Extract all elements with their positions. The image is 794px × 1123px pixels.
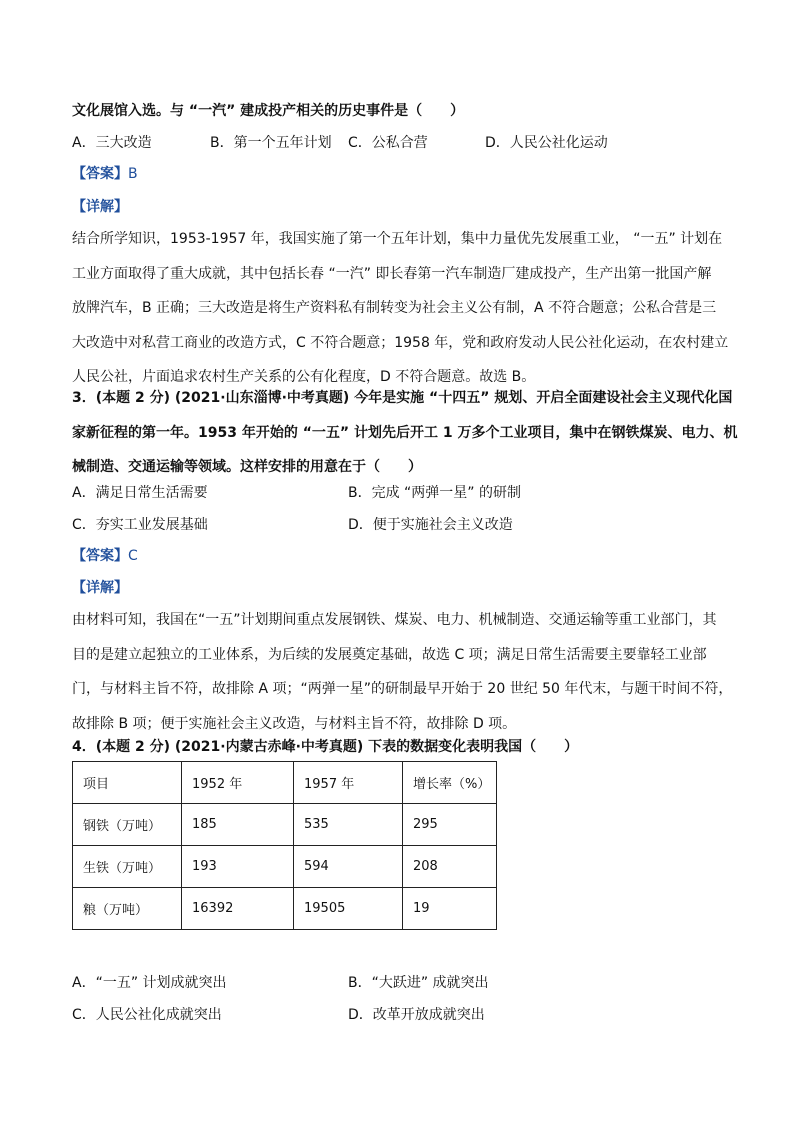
q2-option-c: C．公私合营 — [348, 135, 428, 151]
q2-detail-line-5: 人民公社，片面追求农村生产关系的公有化程度，D 不符合题意。故选 B。 — [72, 369, 536, 385]
data-table — [72, 761, 497, 930]
q3-option-a: A．满足日常生活需要 — [72, 485, 208, 501]
answer-tag: 【答案】 — [72, 548, 128, 564]
q4-option-b: B．“大跃进” 成就突出 — [348, 975, 489, 991]
table-row — [73, 804, 497, 846]
q3-option-b: B．完成 “两弹一星” 的研制 — [348, 485, 522, 501]
q4-option-d: D．改革开放成就突出 — [348, 1007, 485, 1023]
table-cell: 生铁（万吨） — [73, 846, 182, 888]
answer-value: B — [128, 166, 138, 182]
table-cell: 19505 — [294, 888, 403, 930]
q3-detail-tag — [72, 580, 128, 596]
q4-option-c: C．人民公社化成就突出 — [72, 1007, 222, 1023]
table-header-cell: 1952 年 — [182, 762, 294, 804]
q2-option-b: B．第一个五年计划 — [210, 135, 332, 151]
q3-detail — [72, 603, 733, 741]
q4-stem: 4．(本题 2 分) (2021·内蒙古赤峰·中考真题) 下表的数据变化表明我国（ ） — [72, 739, 579, 755]
q2-detail-line-1: 结合所学知识，1953-1957 年，我国实施了第一个五年计划，集中力量优先发展重工业， “一五” 计划在 — [72, 231, 723, 247]
q3-option-d: D．便于实施社会主义改造 — [348, 517, 513, 533]
detail-tag: 【详解】 — [72, 580, 128, 596]
answer-tag: 【答案】 — [72, 166, 128, 182]
table-cell: 535 — [294, 804, 403, 846]
table-cell: 16392 — [182, 888, 294, 930]
table-cell: 19 — [403, 888, 497, 930]
q2-detail — [72, 222, 729, 395]
q3-detail-line-1: 由材料可知，我国在“一五”计划期间重点发展钢铁、煤炭、电力、机械制造、交通运输等重工业部门，其 — [72, 612, 717, 628]
q2-detail-line-2: 工业方面取得了重大成就，其中包括长春 “一汽” 即长春第一汽车制造厂建成投产，生产出第一批国产解 — [72, 265, 712, 282]
q2-option-a: A．三大改造 — [72, 135, 152, 151]
detail-tag: 【详解】 — [72, 199, 128, 215]
q3-stem-line-2: 家新征程的第一年。1953 年开始的 “一五” 计划先后开工 1 万多个工业项目，集中在钢铁煤炭、电力、机 — [72, 424, 738, 441]
table-cell: 208 — [403, 846, 497, 888]
q2-stem: 文化展馆入选。与 “一汽” 建成投产相关的历史事件是（ ） — [72, 103, 465, 119]
table-row — [73, 888, 497, 930]
q2-detail-line-4: 大改造中对私营工商业的改造方式，C 不符合题意；1958 年，党和政府发动人民公社化运动，在农村建立 — [72, 334, 729, 351]
q3-answer — [72, 548, 138, 564]
q2-answer — [72, 166, 138, 182]
q3-stem-line-3: 械制造、交通运输等领域。这样安排的用意在于（ ） — [72, 459, 422, 475]
table-cell: 钢铁（万吨） — [73, 804, 182, 846]
answer-value: C — [128, 548, 138, 564]
q2-detail-line-3: 放牌汽车，B 正确；三大改造是将生产资料私有制转变为社会主义公有制，A 不符合题意；公私合营是三 — [72, 300, 717, 316]
q3-stem-line-1: 3．(本题 2 分) (2021·山东淄博·中考真题) 今年是实施 “十四五” 规划、开启全面建设社会主义现代化国 — [72, 390, 733, 406]
table-cell: 295 — [403, 804, 497, 846]
table-header-cell: 项目 — [73, 762, 182, 804]
q3-detail-line-2: 目的是建立起独立的工业体系，为后续的发展奠定基础，故选 C 项；满足日常生活需要主要靠轻工业部 — [72, 646, 707, 663]
table-cell: 594 — [294, 846, 403, 888]
table-header-cell: 增长率（%） — [403, 762, 497, 804]
table-cell: 粮（万吨） — [73, 888, 182, 930]
table-header-row — [73, 762, 497, 804]
q2-option-d: D．人民公社化运动 — [485, 135, 608, 151]
table-cell: 193 — [182, 846, 294, 888]
q3-detail-line-3: 门，与材料主旨不符，故排除 A 项；“两弹一星”的研制最早开始于 20 世纪 50 年代末，与题干时间不符， — [72, 681, 733, 697]
q3-option-c: C．夯实工业发展基础 — [72, 517, 208, 533]
q4-option-a: A．“一五” 计划成就突出 — [72, 975, 227, 991]
q3-detail-line-4: 故排除 B 项；便于实施社会主义改造，与材料主旨不符，故排除 D 项。 — [72, 715, 517, 732]
q3-stem — [72, 381, 738, 485]
table-header-cell: 1957 年 — [294, 762, 403, 804]
table-cell: 185 — [182, 804, 294, 846]
q2-detail-tag — [72, 199, 128, 215]
table-row — [73, 846, 497, 888]
